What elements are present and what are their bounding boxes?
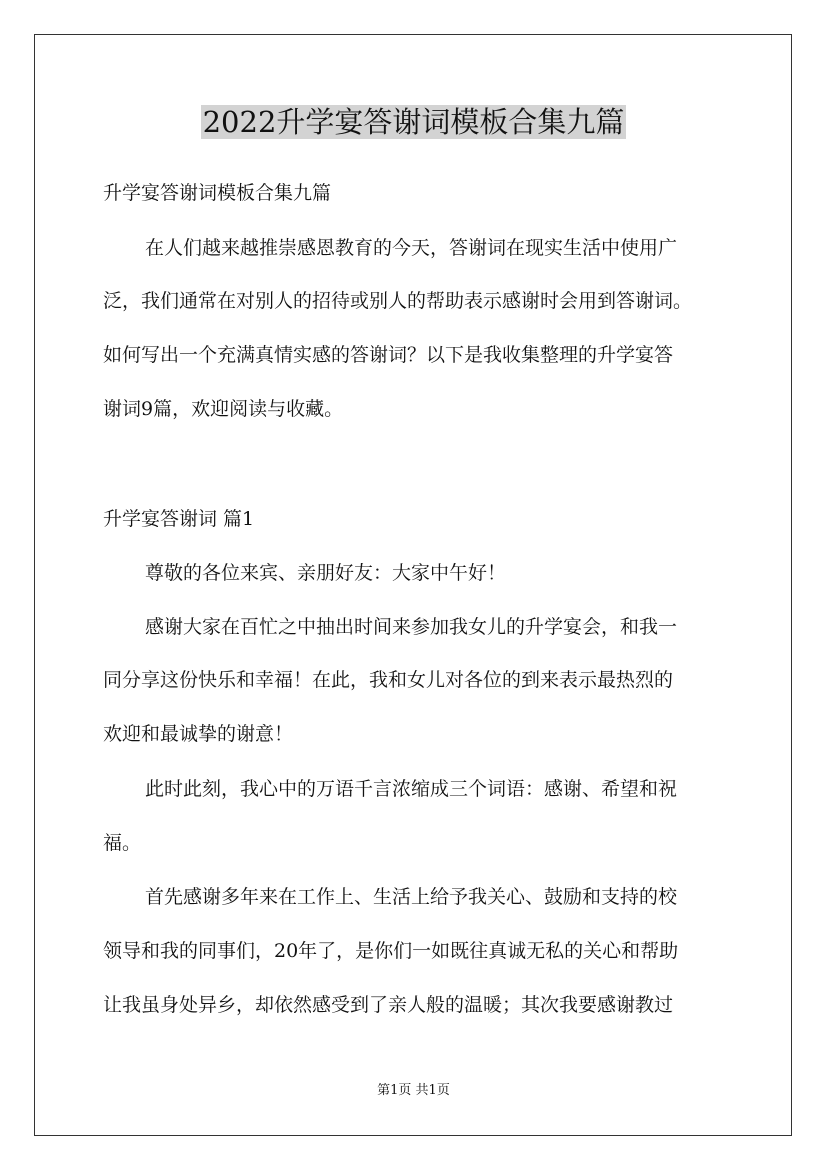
body-line-6: 福。: [103, 832, 142, 854]
intro-line-2: 泛，我们通常在对别人的招待或别人的帮助表示感谢时会用到答谢词。: [103, 290, 693, 312]
body-line-5: 此时此刻，我心中的万语千言浓缩成三个词语：感谢、希望和祝: [145, 778, 678, 800]
document-title-text: 2022升学宴答谢词模板合集九篇: [202, 105, 625, 139]
intro-line-4: 谢词9篇，欢迎阅读与收藏。: [103, 398, 344, 420]
body-line-9: 让我虽身处异乡，却依然感受到了亲人般的温暖；其次我要感谢教过: [103, 994, 674, 1016]
body-line-4: 欢迎和最诚挚的谢意！: [103, 723, 294, 745]
body-line-2: 感谢大家在百忙之中抽出时间来参加我女儿的升学宴会，和我一: [145, 616, 678, 638]
page-footer: 第1页 共1页: [377, 1083, 450, 1098]
document-title: [0, 101, 827, 143]
intro-line-1: 在人们越来越推崇感恩教育的今天，答谢词在现实生活中使用广: [145, 237, 678, 259]
section-heading: 升学宴答谢词 篇1: [103, 508, 255, 530]
body-line-8: 领导和我的同事们，20年了，是你们一如既往真诚无私的关心和帮助: [103, 940, 679, 962]
body-line-3: 同分享这份快乐和幸福！在此，我和女儿对各位的到来表示最热烈的: [103, 669, 674, 691]
intro-line-3: 如何写出一个充满真情实感的答谢词？以下是我收集整理的升学宴答: [103, 344, 674, 366]
document-subtitle: 升学宴答谢词模板合集九篇: [103, 182, 332, 204]
body-line-7: 首先感谢多年来在工作上、生活上给予我关心、鼓励和支持的校: [145, 886, 678, 908]
body-line-1: 尊敬的各位来宾、亲朋好友：大家中午好！: [145, 562, 507, 584]
